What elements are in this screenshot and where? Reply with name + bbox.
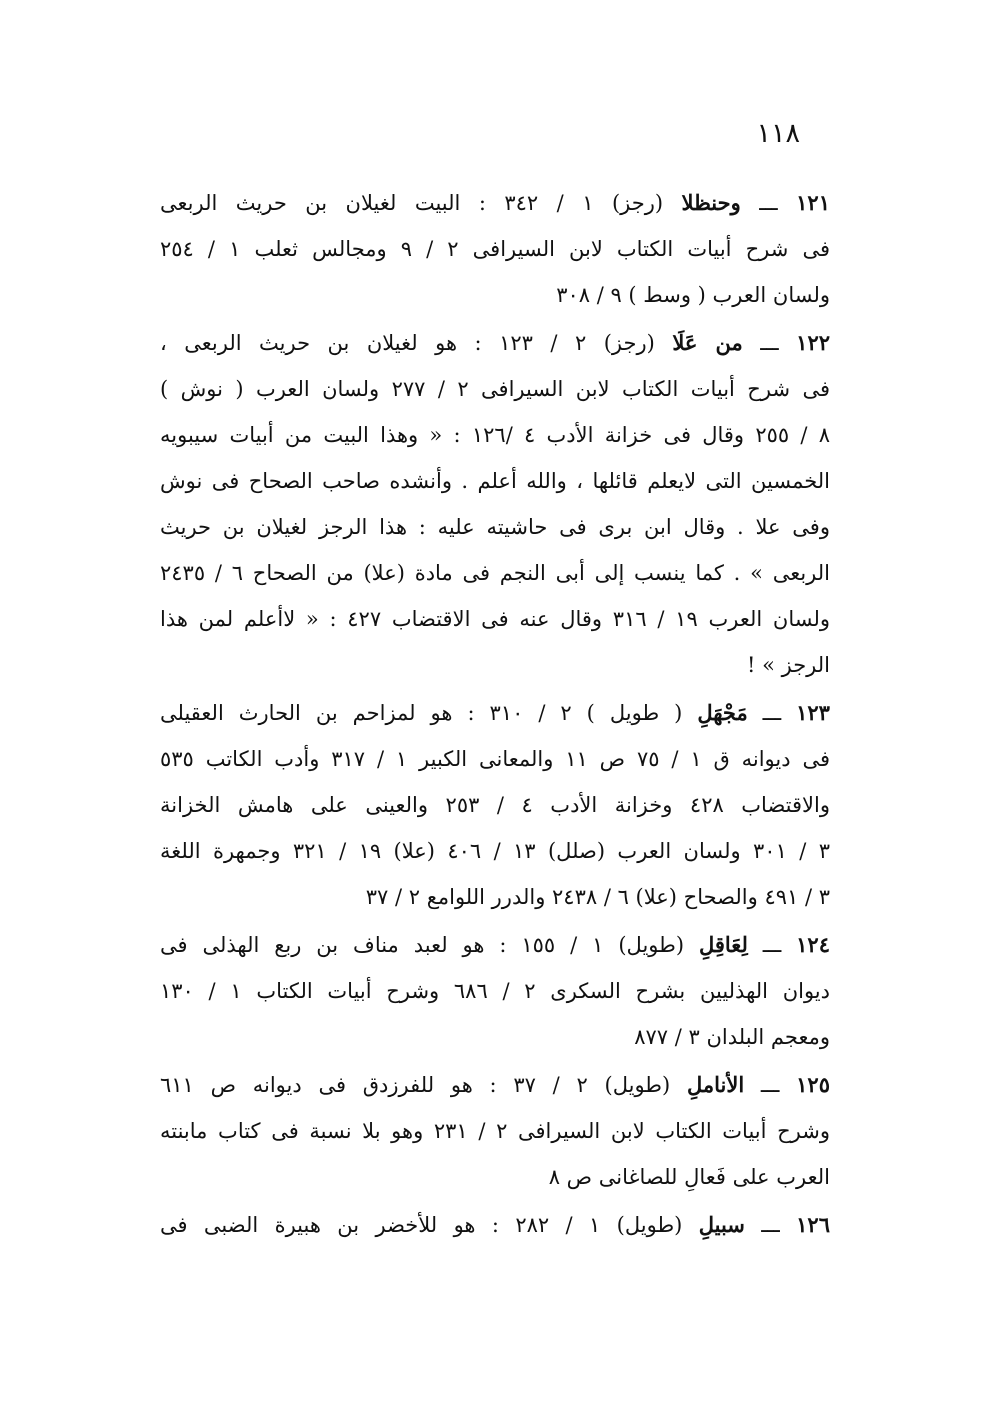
entry-line: ١٢١ ـــ وحنظلا (رجز) ١ / ٣٤٢ : البيت لغيلان بن حريث الربعى [160, 190, 830, 215]
entry-keyword: من عَلَا [672, 330, 743, 355]
footnotes-body [160, 180, 830, 1250]
entry-text: ( طويل ) ٢ / ٣١٠ : هو لمزاحم بن الحارث العقيلى [160, 701, 683, 725]
entry-text: (طويل) ١ / ٢٨٢ : هو للأخضر بن هبيرة الضبى فى [160, 1213, 683, 1237]
entry-number: ١٢٤ [796, 932, 830, 957]
entry-number: ١٢١ [796, 190, 830, 215]
entry-line: ١٢٤ ـــ لِعَاقِلِ (طويل) ١ / ١٥٥ : هو لعبد مناف بن ربع الهذلى فى [160, 932, 830, 957]
entry-keyword: وحنظلا [681, 190, 741, 215]
entry-line: والاقتضاب ٤٢٨ وخزانة الأدب ٤ / ٢٥٣ والعينى على هامش الخزانة [160, 793, 830, 817]
entry-line: الرجز » ! [746, 653, 830, 677]
entry-line: الخمسين التى لايعلم قائلها ، والله أعلم . وأنشده صاحب الصحاح فى نوش [160, 469, 830, 493]
entry-line: فى شرح أبيات الكتاب لابن السيرافى ٢ / ٢٧٧ ولسان العرب ( نوش ) [160, 377, 830, 401]
entry-text: (رجز) ١ / ٣٤٢ : البيت لغيلان بن حريث الربعى [160, 191, 664, 215]
entry-line: فى شرح أبيات الكتاب لابن السيرافى ٢ / ٩ ومجالس ثعلب ١ / ٢٥٤ [160, 237, 830, 261]
entry-124 [160, 922, 830, 1060]
entry-line: ٣ / ٣٠١ ولسان العرب (صلل) ١٣ / ٤٠٦ (علا) ١٩ / ٣٢١ وجمهرة اللغة [160, 839, 830, 863]
entry-text: (طويل) ١ / ١٥٥ : هو لعبد مناف بن ربع الهذلى فى [160, 933, 685, 957]
entry-number: ١٢٥ [796, 1072, 830, 1097]
entry-line: ديوان الهذليين بشرح السكرى ٢ / ٦٨٦ وشرح أبيات الكتاب ١ / ١٣٠ [160, 979, 830, 1003]
entry-line: ١٢٣ ـــ مَجْهَلِ ( طويل ) ٢ / ٣١٠ : هو لمزاحم بن الحارث العقيلى [160, 700, 830, 725]
entry-line: ولسان العرب ١٩ / ٣١٦ وقال عنه فى الاقتضاب ٤٢٧ : « لاأعلم لمن هذا [160, 607, 830, 631]
entry-line: الربعى » . كما ينسب إلى أبى النجم فى مادة (علا) من الصحاح ٦ / ٢٤٣٥ [160, 561, 830, 585]
entry-line: وشرح أبيات الكتاب لابن السيرافى ٢ / ٢٣١ وهو بلا نسبة فى كتاب مابنته [160, 1119, 830, 1143]
entry-122 [160, 320, 830, 688]
entry-keyword: لِعَاقِلِ [698, 932, 748, 957]
page-number: ١١٨ [756, 118, 800, 149]
entry-number: ١٢٢ [796, 330, 830, 355]
entry-keyword: مَجْهَلِ [697, 700, 748, 725]
entry-126 [160, 1202, 830, 1248]
entry-line: فى ديوانه ق ١ / ٧٥ ص ١١ والمعانى الكبير ١ / ٣١٧ وأدب الكاتب ٥٣٥ [160, 747, 830, 771]
entry-123 [160, 690, 830, 920]
entry-125 [160, 1062, 830, 1200]
entry-text: (طويل) ٢ / ٣٧ : هو للفرزدق فى ديوانه ص ٦١١ [160, 1073, 671, 1097]
entry-line: ٨ / ٢٥٥ وقال فى خزانة الأدب ٤ /١٢٦ : « وهذا البيت من أبيات سيبويه [160, 423, 830, 447]
entry-121 [160, 180, 830, 318]
entry-text: (رجز) ٢ / ١٢٣ : هو لغيلان بن حريث الربعى ، [160, 331, 655, 355]
entry-line: ١٢٢ ـــ من عَلَا (رجز) ٢ / ١٢٣ : هو لغيلان بن حريث الربعى ، [160, 330, 830, 355]
entry-number: ١٢٦ [796, 1212, 830, 1237]
entry-keyword: سبيلِ [698, 1212, 745, 1237]
entry-line: ١٢٥ ـــ الأناملِ (طويل) ٢ / ٣٧ : هو للفرزدق فى ديوانه ص ٦١١ [160, 1072, 830, 1097]
entry-line: العرب على فَعالِ للصاغانى ص ٨ [548, 1165, 830, 1189]
entry-line: ولسان العرب ( وسط ) ٩ / ٣٠٨ [556, 283, 830, 307]
entry-number: ١٢٣ [796, 700, 830, 725]
entry-keyword: الأناملِ [686, 1072, 745, 1097]
entry-line: ومعجم البلدان ٣ / ٨٧٧ [634, 1025, 830, 1049]
entry-line: ٣ / ٤٩١ والصحاح (علا) ٦ / ٢٤٣٨ والدرر اللوامع ٢ / ٣٧ [365, 885, 830, 909]
entry-line: وفى علا . وقال ابن برى فى حاشيته عليه : هذا الرجز لغيلان بن حريث [160, 515, 830, 539]
entry-line: ١٢٦ ـــ سبيلِ (طويل) ١ / ٢٨٢ : هو للأخضر بن هبيرة الضبى فى [160, 1212, 830, 1237]
